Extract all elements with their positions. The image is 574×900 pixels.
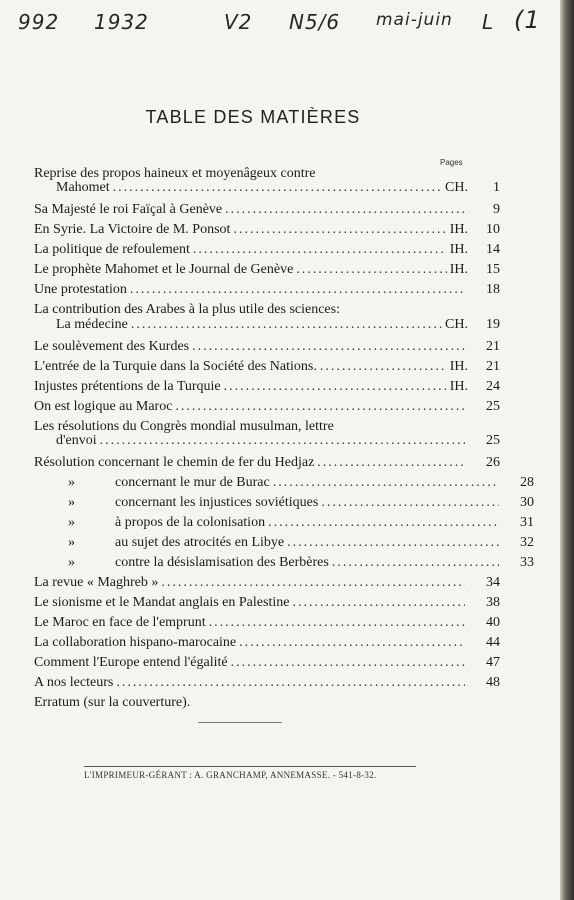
toc-entry bbox=[34, 674, 500, 692]
toc-entry-author: IH. bbox=[449, 358, 468, 374]
toc-entry bbox=[68, 494, 534, 512]
footer-rule bbox=[84, 766, 416, 767]
toc-entry bbox=[34, 694, 468, 712]
toc-entry-continuation bbox=[56, 316, 500, 334]
toc-entry bbox=[68, 534, 534, 552]
handwritten-word: 992 bbox=[18, 10, 60, 34]
toc-entry-page: 26 bbox=[486, 455, 500, 471]
toc-entry-continuation bbox=[56, 432, 500, 450]
printer-footer: L'IMPRIMEUR-GÉRANT : A. GRANCHAMP, ANNEMASSE. - 541-8-32. bbox=[84, 770, 377, 780]
toc-entry-title: La contribution des Arabes à la plus utile des sciences: bbox=[34, 302, 340, 318]
ditto-mark: » bbox=[68, 495, 75, 511]
handwritten-word: N5/6 bbox=[289, 10, 341, 34]
toc-entry-page: 21 bbox=[486, 358, 500, 374]
toc-entry-title: concernant le mur de Burac bbox=[115, 475, 270, 491]
handwritten-word: 1932 bbox=[94, 10, 149, 34]
toc-entry-page: 28 bbox=[520, 475, 534, 491]
toc-entry-author: IH. bbox=[449, 242, 468, 258]
toc-entry-title: Le sionisme et le Mandat anglais en Palestine bbox=[34, 595, 290, 611]
dot-leader bbox=[317, 454, 465, 472]
toc-entry-title: Reprise des propos haineux et moyenâgeux contre bbox=[34, 166, 316, 181]
toc-entry-title: au sujet des atrocités en Libye bbox=[115, 535, 285, 551]
toc-entry-title: Une protestation bbox=[34, 282, 127, 298]
toc-entry-page: 25 bbox=[486, 433, 500, 449]
toc-entry-author: IH. bbox=[449, 222, 468, 238]
toc-entry-author: CH. bbox=[445, 180, 468, 196]
toc-entry-title: On est logique au Maroc bbox=[34, 398, 173, 414]
ditto-mark: » bbox=[68, 555, 75, 571]
toc-entry-page: 38 bbox=[486, 595, 500, 611]
handwritten-word: V2 bbox=[224, 10, 253, 34]
toc-entry-title: La politique de refoulement bbox=[34, 242, 190, 258]
toc-entry-page: 34 bbox=[486, 575, 500, 591]
dot-leader bbox=[116, 674, 465, 692]
handwritten-word: mai-juin bbox=[376, 10, 453, 30]
ditto-mark: » bbox=[68, 475, 75, 491]
toc-entry-page: 14 bbox=[486, 242, 500, 258]
toc-entry bbox=[68, 474, 534, 492]
toc-entry bbox=[34, 201, 500, 219]
dot-leader bbox=[231, 654, 465, 672]
toc-entry-page: 15 bbox=[486, 262, 500, 278]
toc-entry bbox=[68, 554, 534, 572]
toc-entry-title: Le Maroc en face de l'emprunt bbox=[34, 615, 206, 631]
toc-entry-page: 33 bbox=[520, 555, 534, 571]
dot-leader bbox=[287, 534, 499, 552]
dot-leader bbox=[131, 316, 442, 334]
toc-entry bbox=[34, 241, 500, 259]
page-title: TABLE DES MATIÈRES bbox=[145, 107, 361, 127]
toc-entry-title: Sa Majesté le roi Faïçal à Genève bbox=[34, 202, 223, 218]
toc-entry-page: 40 bbox=[486, 615, 500, 631]
toc-entry bbox=[34, 614, 500, 632]
toc-entry-title-continued: La médecine bbox=[56, 316, 128, 332]
toc-entry-page: 21 bbox=[486, 338, 500, 354]
toc-entry-title: Comment l'Europe entend l'égalité bbox=[34, 655, 228, 671]
toc-entry bbox=[34, 378, 500, 396]
dot-leader bbox=[193, 241, 447, 259]
toc-entry-page: 48 bbox=[486, 675, 500, 691]
toc-entry-title: contre la désislamisation des Berbères bbox=[115, 555, 329, 571]
divider bbox=[198, 722, 282, 723]
dot-leader bbox=[100, 432, 465, 450]
dot-leader bbox=[320, 358, 447, 376]
toc-entry-title: Erratum (sur la couverture). bbox=[34, 695, 191, 711]
dot-leader bbox=[192, 338, 465, 356]
toc-entry-page: 10 bbox=[486, 222, 500, 238]
toc-entry bbox=[34, 221, 500, 239]
toc-entry-title: Injustes prétentions de la Turquie bbox=[34, 378, 221, 394]
toc-entry-title: A nos lecteurs bbox=[34, 675, 114, 691]
toc-entry-page: 31 bbox=[520, 515, 534, 531]
dot-leader bbox=[321, 494, 499, 512]
toc-entry-title-continued: d'envoi bbox=[56, 433, 97, 449]
toc-entry-page: 18 bbox=[486, 282, 500, 298]
toc-entry bbox=[34, 634, 500, 652]
toc-entry-title: L'entrée de la Turquie dans la Société des Nations. bbox=[34, 358, 317, 374]
dot-leader bbox=[296, 261, 446, 279]
page-edge bbox=[560, 0, 574, 900]
dot-leader bbox=[268, 514, 499, 532]
toc-entry bbox=[34, 594, 500, 612]
toc-entry-title: La collaboration hispano-marocaine bbox=[34, 635, 237, 651]
toc-entry bbox=[34, 574, 500, 592]
ditto-mark: » bbox=[68, 515, 75, 531]
dot-leader bbox=[332, 554, 499, 572]
toc-entry-page: 25 bbox=[486, 398, 500, 414]
toc-entry bbox=[34, 454, 500, 472]
toc-entry-title: Le prophète Mahomet et le Journal de Genève bbox=[34, 262, 294, 278]
dot-leader bbox=[273, 474, 499, 492]
toc-entry-page: 30 bbox=[520, 495, 534, 511]
dot-leader bbox=[233, 221, 446, 239]
toc-entry-title: Résolution concernant le chemin de fer du Hedjaz bbox=[34, 455, 315, 471]
toc-entry-title: En Syrie. La Victoire de M. Ponsot bbox=[34, 222, 231, 238]
pages-column-label: Pages bbox=[440, 158, 463, 167]
toc-entry-page: 44 bbox=[486, 635, 500, 651]
toc-entry bbox=[34, 338, 500, 356]
toc-entry-author: IH. bbox=[449, 378, 468, 394]
toc-entry bbox=[34, 281, 500, 299]
ditto-mark: » bbox=[68, 535, 75, 551]
toc-entry-page: 1 bbox=[493, 180, 500, 196]
toc-entry bbox=[68, 514, 534, 532]
toc-entry bbox=[34, 654, 500, 672]
toc-entry-title: Les résolutions du Congrès mondial musulman, lettre bbox=[34, 418, 334, 434]
dot-leader bbox=[292, 594, 465, 612]
handwritten-word: L bbox=[482, 10, 495, 34]
dot-leader bbox=[175, 398, 465, 416]
toc-entry-page: 9 bbox=[493, 202, 500, 218]
dot-leader bbox=[225, 201, 465, 219]
dot-leader bbox=[209, 614, 465, 632]
toc-entry-page: 32 bbox=[520, 535, 534, 551]
toc-entry bbox=[34, 398, 500, 416]
toc-entry-title: à propos de la colonisation bbox=[115, 515, 266, 531]
toc-entry-page: 19 bbox=[486, 316, 500, 332]
dot-leader bbox=[239, 634, 465, 652]
dot-leader bbox=[113, 179, 442, 197]
toc-entry bbox=[34, 261, 500, 279]
toc-entry-title: La revue « Maghreb » bbox=[34, 575, 159, 591]
toc-entry-page: 47 bbox=[486, 655, 500, 671]
toc-entry-continuation bbox=[56, 179, 500, 197]
toc-entry-author: CH. bbox=[445, 316, 468, 332]
handwritten-word: (1 bbox=[514, 6, 541, 34]
toc-entry-title: Le soulèvement des Kurdes bbox=[34, 338, 190, 354]
toc-entry-title: concernant les injustices soviétiques bbox=[115, 495, 319, 511]
dot-leader bbox=[130, 281, 465, 299]
dot-leader bbox=[161, 574, 465, 592]
toc-entry-page: 24 bbox=[486, 378, 500, 394]
toc-entry-author: IH. bbox=[449, 262, 468, 278]
dot-leader bbox=[224, 378, 447, 396]
toc-entry bbox=[34, 358, 500, 376]
toc-entry-title-continued: Mahomet bbox=[56, 180, 110, 196]
